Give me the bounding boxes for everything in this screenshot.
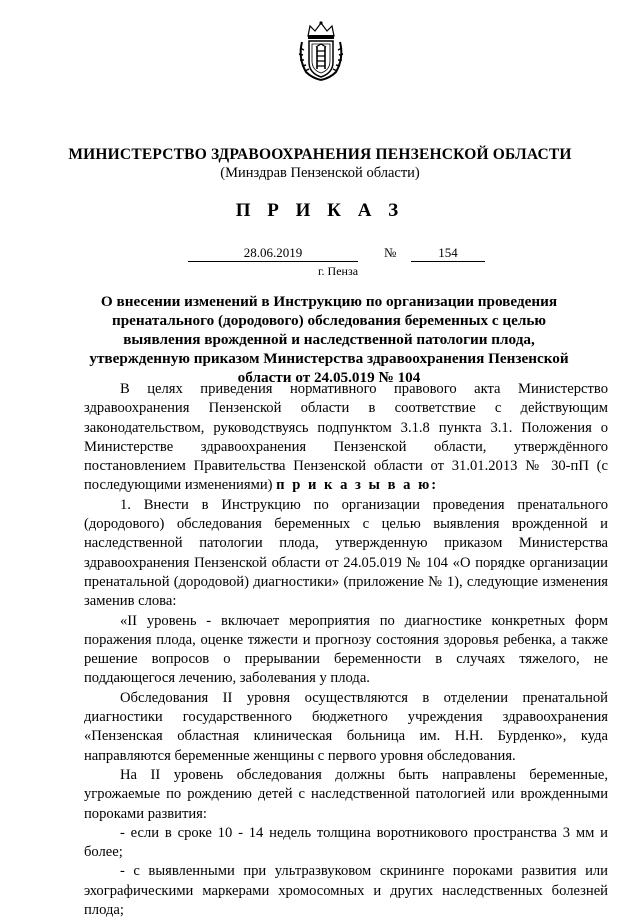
ministry-short-name: (Минздрав Пензенской области) [220,165,420,181]
paragraph-quote-3: На II уровень обследования должны быть направлены беременные, угрожаемые по рождению детей с наследственной патологией или врожденными пороками развития: [84,766,608,822]
order-title: О внесении изменений в Инструкцию по организации проведения пренатального (дородового) обследования беременных с целью выявления врожденной и наследственной патологии плода, утвержденную приказом Министерства здравоохранения Пензенской области от 24.05.019 № 104 [89,293,569,386]
paragraph-quote-1: «II уровень - включает мероприятия по диагностике конкретных форм поражения плода, оценке тяжести и прогнозу состояния здоровья ребенка, а также решение вопросов о прерывании беременности в случаях тяжелого, не поддающегося лечению, заболевания у плода. [84,612,608,687]
coat-of-arms-icon [296,20,346,82]
order-body [84,380,608,920]
list-item-2: - с выявленными при ультразвуковом скрининге пороками развития или эхографическими маркерами хромосомных и других наследственных болезней плода; [84,863,608,919]
ministry-name: МИНИСТЕРСТВО ЗДРАВООХРАНЕНИЯ ПЕНЗЕНСКОЙ ОБЛАСТИ [68,146,572,163]
list-item-1: - если в сроке 10 - 14 недель толщина воротникового пространства 3 мм и более; [84,824,608,861]
paragraph-preamble [84,380,608,496]
document-type: П Р И К А З [235,200,405,221]
paragraph-item-1: 1. Внести в Инструкцию по организации проведения пренатального (дородового) обследования беременных с целью выявления врожденной и наследственной патологии плода, утвержденную приказом Министерства здравоохранения Пензенской области от 24.05.019 № 104 «О порядке организации пренатальной (дородовой) диагностики» (приложение № 1), следующие изменения заменив слова: [84,496,608,610]
city: г. Пенза [317,264,359,278]
order-verb: п р и к а з ы в а ю: [276,477,439,494]
order-number: 154 [411,245,485,262]
date-number-line [0,245,640,265]
order-date: 28.06.2019 [188,245,358,262]
paragraph-quote-2: Обследования II уровня осуществляются в отделении пренатальной диагностики государственного бюджетного учреждения здравоохранения «Пензенская областная клиническая больница им. Н.Н. Бурденко», куда направляются беременные женщины с первого уровня обследования. [84,689,608,764]
preamble-text: В целях приведения нормативного правового акта Министерство здравоохранения Пензенской области в соответствие с действующим законодательством, руководствуясь подпунктом 3.1.8 пункта 3.1. Положения о Министерстве здравоохранения Пензенской области, утверждённого постановлением Правительства Пензенской области от 31.01.2013 № 30-пП (с последующими изменениями) [84,381,608,494]
number-label: № [384,245,397,260]
